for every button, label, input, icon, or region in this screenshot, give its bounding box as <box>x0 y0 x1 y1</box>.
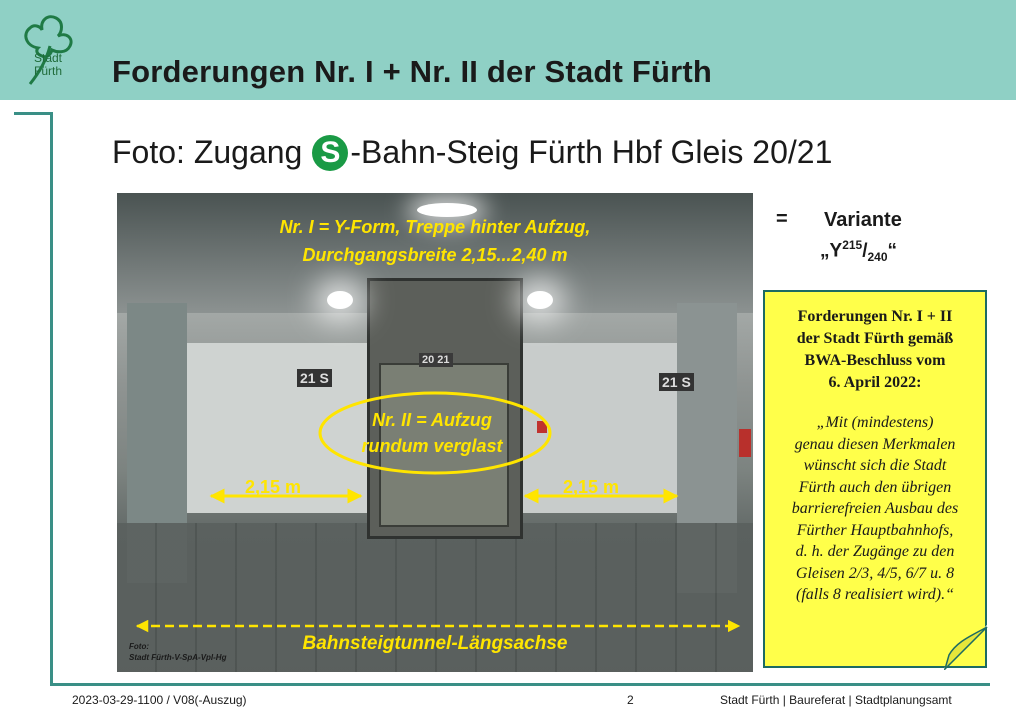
variant-formula-suffix: “ <box>887 240 898 262</box>
photo-credit <box>129 641 226 663</box>
width-label-left: 2,15 m <box>245 477 302 497</box>
note-quote-line: Fürth auch den übrigen <box>798 478 952 496</box>
annotation-yform-line1: Nr. I = Y-Form, Treppe hinter Aufzug, <box>279 217 591 237</box>
footer-version: 2023-03-29-1100 / V08(-Auszug) <box>72 693 247 707</box>
slide-title: Forderungen Nr. I + Nr. II der Stadt Fürth <box>112 54 713 89</box>
photo-sign-right: 21 S <box>659 373 694 391</box>
note-heading-line: BWA-Beschluss vom <box>804 352 946 369</box>
note-heading-line: 6. April 2022: <box>828 374 922 391</box>
variant-formula-sup: 215 <box>842 238 863 252</box>
axis-label: Bahnsteigtunnel-Längsachse <box>302 633 568 654</box>
logo-text <box>34 52 62 78</box>
footer-department: Stadt Fürth | Baureferat | Stadtplanungsamt <box>720 693 952 707</box>
sbahn-logo-icon: S <box>312 135 348 171</box>
subtitle-text-before: Foto: Zugang <box>112 134 303 170</box>
variant-formula-prefix: „Y <box>820 240 843 262</box>
note-fold-corner <box>943 625 989 670</box>
frame-line-bottom <box>50 683 990 686</box>
annotation-elevator-line2: rundum verglast <box>361 436 503 456</box>
header-bar <box>0 0 1016 100</box>
note-quote-line: Gleisen 2/3, 4/5, 6/7 u. 8 <box>795 564 955 582</box>
variant-formula-sub: 240 <box>867 250 888 265</box>
note-heading-line: Forderungen Nr. I + II <box>797 308 953 325</box>
station-photo <box>117 193 753 672</box>
note-quote <box>765 412 985 606</box>
photo-credit-line2: Stadt Fürth-V-SpA-Vpl-Hg <box>129 653 227 662</box>
note-quote-line: barrierefreien Ausbau des <box>791 500 959 517</box>
annotation-elevator-line1: Nr. II = Aufzug <box>372 410 492 430</box>
note-quote-line: genau diesen Merkmalen <box>794 435 956 453</box>
slide-subtitle <box>112 134 832 171</box>
note-quote-line: (falls 8 realisiert wird).“ <box>796 586 954 603</box>
note-heading <box>765 306 985 394</box>
variant-formula-slash: / <box>862 240 868 262</box>
footer-page-number: 2 <box>627 693 634 707</box>
note-heading-line: der Stadt Fürth gemäß <box>796 330 954 347</box>
width-label-right: 2,15 m <box>563 477 620 497</box>
frame-line-left <box>50 112 53 685</box>
note-quote-line: Fürther Hauptbahnhofs, <box>796 521 954 539</box>
note-quote-line: d. h. der Zugänge zu den <box>795 543 955 560</box>
equals-sign: = <box>776 208 788 230</box>
photo-sign-elevator: 20 21 <box>419 353 453 367</box>
variant-label: Variante <box>824 209 902 231</box>
logo-text-line1: Stadt <box>34 51 63 65</box>
note-quote-line: wünscht sich die Stadt <box>803 457 947 474</box>
variant-formula <box>820 238 897 264</box>
note-quote-line: „Mit (mindestens) <box>816 414 934 431</box>
subtitle-text-after: -Bahn-Steig Fürth Hbf Gleis 20/21 <box>350 134 833 170</box>
annotation-yform <box>117 213 753 269</box>
logo-text-line2: Fürth <box>34 64 63 78</box>
photo-sign-left: 21 S <box>297 369 332 387</box>
resolution-note <box>763 290 987 668</box>
photo-credit-line1: Foto: <box>129 642 149 651</box>
frame-line-top <box>14 112 52 115</box>
annotation-yform-line2: Durchgangsbreite 2,15...2,40 m <box>302 245 568 265</box>
annotation-elevator <box>347 407 517 459</box>
